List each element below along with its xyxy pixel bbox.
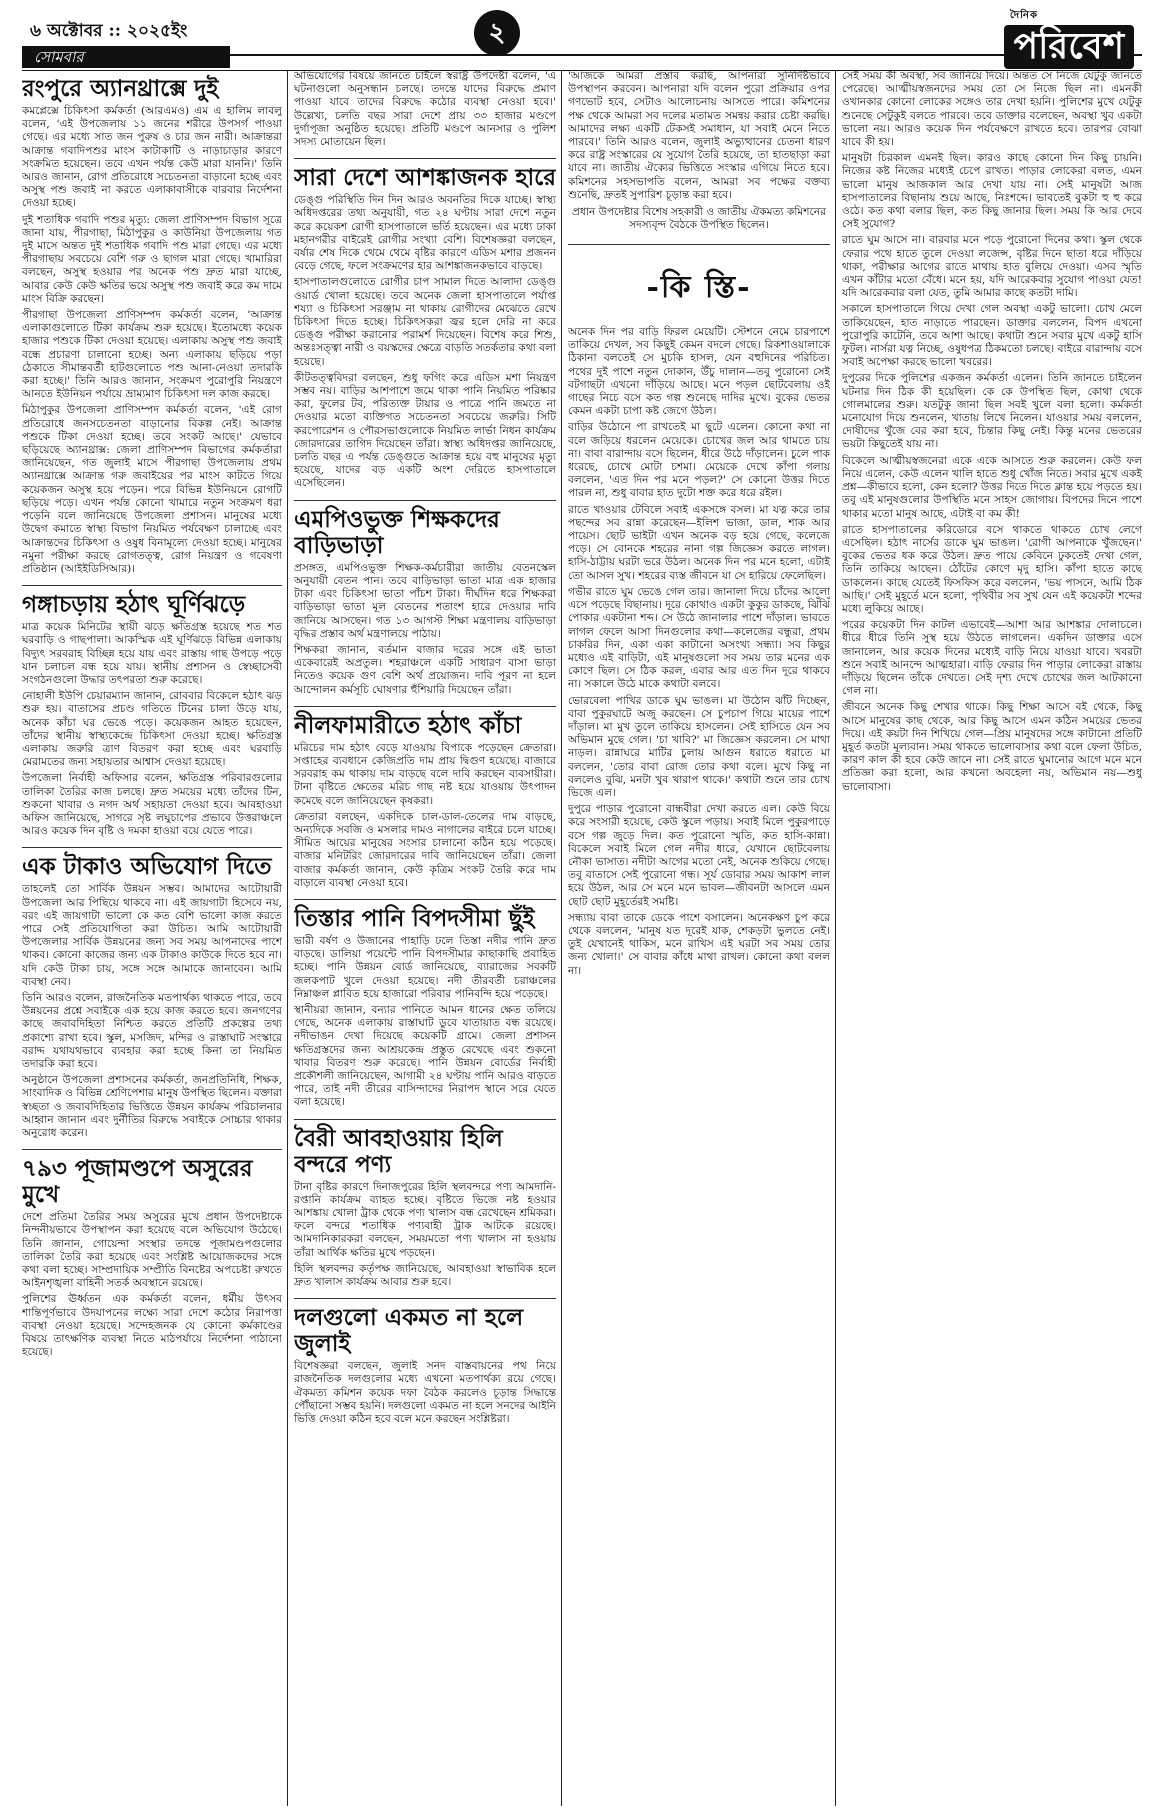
logo-prefix: দৈনিক xyxy=(1009,10,1038,21)
article-paragraph: 'আজকে আমরা প্রস্তাব করছি, আপনারা সুনির্দিষ্টভাবে উপস্থাপন করবেন। আপনারা যদি বলেন পুরো প্রক্রিয়ার ওপর গণভোট হবে, সেটাও আলোচনায় আসতে পারে। কমিশনের পক্ষ থেকে আমরা সব দলের মতামত সমন্বয় করার চেষ্টা করছি। আমাদের লক্ষ্য একটি টেকসই সমাধান, যা সবাই মেনে নিতে পারবে।' তিনি আরও বলেন, জুলাই অভ্যুত্থানের চেতনা ধারণ করে রাষ্ট্র সংস্কারের যে সুযোগ তৈরি হয়েছে, তা হাতছাড়া করা যাবে না। জাতীয় ঐক্যের ভিত্তিতে সংস্কার এগিয়ে নিতে হবে। কমিশনের সহসভাপতি বলেন, আমরা সব পক্ষের বক্তব্য শুনেছি, দ্রুতই সুপারিশ চূড়ান্ত করা হবে। xyxy=(568,70,830,201)
article-paragraph: অনুষ্ঠানে উপজেলা প্রশাসনের কর্মকর্তা, জনপ্রতিনিধি, শিক্ষক, সাংবাদিক ও বিভিন্ন শ্রেণিপেশার মানুষ উপস্থিত ছিলেন। বক্তারা স্বচ্ছতা ও জবাবদিহিতার ভিত্তিতে উন্নয়ন কার্যক্রম পরিচালনার আহ্বান জানান এবং দুর্নীতির বিরুদ্ধে সবাইকে সোচ্চার থাকার অনুরোধ করেন। xyxy=(22,1074,282,1140)
headline-puja-mandap: ৭৯৩ পূজামণ্ডপে অসুরের মুখে xyxy=(22,1155,253,1209)
article-paragraph: পুলিশের ঊর্ধ্বতন এক কর্মকর্তা বলেন, ধর্মীয় উৎসব শান্তিপূর্ণভাবে উদযাপনের লক্ষ্যে সারা দেশে কঠোর নিরাপত্তা ব্যবস্থা নেওয়া হয়েছে। সন্দেহজনক যে কোনো কর্মকাণ্ডের বিষয়ে তাৎক্ষণিক ব্যবস্থা নিতে মাঠপর্যায়ে নির্দেশনা পাঠানো হয়েছে। xyxy=(22,1293,282,1359)
story-paragraph: সেই সময় কী অবস্থা, সব জানিয়ে দিয়ে। অন্তত সে নিজে যেটুকু জানতে পেরেছে। আত্মীয়স্বজনদের সময় তো সে নিজে ছিল না। এমনকী ওখানকার কোনো লোকের সঙ্গেও তার দেখা হয়নি। পুলিশের মুখে যেটুকু শুনেছে সেটুকুই বলতে পারবে। তবে ডাক্তার বলেছেন, অবস্থা খুব একটা ভালো নয়। আরও কয়েক দিন পর্যবেক্ষণে রাখতে হবে। তারপর বোঝা যাবে কী হয়। xyxy=(842,70,1142,149)
article-paragraph: তিনি আরও বলেন, রাজনৈতিক মতপার্থক্য থাকতে পারে, তবে উন্নয়নের প্রশ্নে সবাইকে এক হয়ে কাজ করতে হবে। জনগণের কাছে জবাবদিহিতা নিশ্চিত করতে প্রতিটি প্রকল্পের তথ্য প্রকাশ্যে রাখা হবে। স্কুল, মসজিদ, মন্দির ও রাস্তাঘাট সংস্কারে বরাদ্দ যথাযথভাবে ব্যবহার করা হচ্ছে কিনা তা নিয়মিত তদারকি করা হবে। xyxy=(22,991,282,1070)
article-paragraph: কমপ্লেক্সে চিকিৎসা কর্মকর্তা (আরএমও) এম এ হালিম লাবলু বলেন, 'এই উপজেলায় ১১ জনের শরীরে উপসর্গ পাওয়া গেছে। এর মধ্যে সাত জন পুরুষ ও চার জন নারী। আক্রান্তরা আক্রান্ত গবাদিপশুর মাংস কাটাকাটি ও নাড়াচাড়ার কারণে সংক্রমিত হয়েছেন। তবে এখন পর্যন্ত কেউ মারা যাননি।' তিনি আরও জানান, রোগ প্রতিরোধে সচেতনতা বাড়ানো হচ্ছে এবং অসুস্থ পশু জবাই না করতে এলাকাবাসীকে বারবার নির্দেশনা দেওয়া হচ্ছে। xyxy=(22,105,282,210)
headline-no-bribe: এক টাকাও অভিযোগ দিতে xyxy=(22,853,272,881)
article-chili xyxy=(294,713,556,900)
newspaper-logo xyxy=(1004,8,1134,69)
story-paragraph: দুপুরে পাড়ার পুরোনো বান্ধবীরা দেখা করতে এল। কেউ বিয়ে করে সংসারী হয়েছে, কেউ স্কুলে পড়ায়। সবাই মিলে পুকুরপাড়ে বসে গল্প জুড়ে দিল। কত পুরোনো স্মৃতি, কত হাসি-কান্না। বিকেলে সবাই মিলে গেল নদীর ধারে, যেখানে ছোটবেলায় নৌকা ভাসাত। নদীটা আগের মতো নেই, অনেক শুকিয়ে গেছে। তবু বাতাসে সেই পুরোনো গন্ধ। সূর্য ডোবার সময় আকাশ লাল হয়ে উঠল, আর সে মনে মনে ভাবল—জীবনটা আসলে এমন ছোট ছোট মুহূর্তেরই সমষ্টি। xyxy=(568,803,830,908)
article-teachers xyxy=(294,507,556,707)
article-paragraph: ভারী বর্ষণ ও উজানের পাহাড়ি ঢলে তিস্তা নদীর পানি দ্রুত বাড়ছে। ডালিয়া পয়েন্টে পানি বিপদসীমার কাছাকাছি প্রবাহিত হচ্ছে। পানি উন্নয়ন বোর্ড জানিয়েছে, ব্যারাজের সবকটি জলকপাট খুলে দেওয়া হয়েছে। নদী তীরবর্তী চরাঞ্চলের নিম্নাঞ্চল প্লাবিত হয়ে হাজারো পরিবার পানিবন্দি হয়ে পড়েছে। xyxy=(294,934,556,1000)
article-columns xyxy=(22,70,1142,1806)
story-paragraph: রাতে হাসপাতালের করিডোরে বসে থাকতে থাকতে চোখ লেগে এসেছিল। হঠাৎ নার্সের ডাকে ঘুম ভাঙল। 'রোগী আপনাকে খুঁজছেন।' বুকের ভেতর ধক করে উঠল। দ্রুত পায়ে কেবিনে ঢুকতেই দেখা গেল, তিনি তাকিয়ে আছেন। ঠোঁটের কোণে মৃদু হাসি। কাঁপা হাতে কাছে ডাকলেন। কাছে যেতেই ফিসফিস করে বললেন, 'ভয় পাসনে, আমি ঠিক আছি।' সেই মুহূর্তে মনে হলো, পৃথিবীর সব সুখ যেন এই কয়েকটা শব্দের মধ্যে লুকিয়ে আছে। xyxy=(842,523,1142,615)
story-paragraph: গভীর রাতে ঘুম ভেঙে গেল তার। জানালা দিয়ে চাঁদের আলো এসে পড়েছে বিছানায়। দূরে কোথাও একটা কুকুর ডাকছে, ঝিঁঝিঁ পোকার একটানা শব্দ। সে উঠে জানালার পাশে দাঁড়াল। ভাবতে লাগল ফেলে আসা দিনগুলোর কথা—কলেজের বন্ধুরা, প্রথম চাকরির দিন, একা একা কাটানো অসংখ্য সন্ধ্যা। সব কিছুর মধ্যেও এই বাড়িটা, এই মানুষগুলো সব সময় তার মনের এক কোণে ছিল। সে ঠিক করল, এবার আর এত দিন দূরে থাকবে না। সকালে উঠে মাকে কথাটা বলবে। xyxy=(568,585,830,691)
column-2 xyxy=(294,70,556,1806)
article-july-charter xyxy=(294,1305,556,1426)
article-no-bribe xyxy=(22,854,282,1150)
headline-teachers: এমপিওভুক্ত শিক্ষকদের বাড়িভাড়া xyxy=(294,505,500,559)
weekday-banner: সোমবার xyxy=(22,46,230,68)
serial-story-continued xyxy=(842,70,1142,794)
logo-text: পরিবেশ xyxy=(1004,25,1134,69)
story-paragraph: দুপুরের দিকে পুলিশের একজন কর্মকর্তা এলেন। তিনি জানতে চাইলেন ঘটনার দিন ঠিক কী হয়েছিল। কে কে উপস্থিত ছিল, কোথা থেকে গোলমালের শুরু। যতটুকু জানা ছিল সবই খুলে বলা হলো। কর্মকর্তা মনোযোগ দিয়ে শুনলেন, খাতায় লিখে নিলেন। যাওয়ার সময় বললেন, দোষীদের খুঁজে বের করা হবে, চিন্তার কিছু নেই। কিন্তু মনের ভেতরের ভয়টা কিছুতেই যায় না। xyxy=(842,372,1142,451)
story-paragraph: সকালে হাসপাতালে গিয়ে দেখা গেল অবস্থা একটু ভালো। চোখ মেলে তাকিয়েছেন, হাত নাড়াতে পারছেন। ডাক্তার বললেন, বিপদ এখনো পুরোপুরি কাটেনি, তবে আশা আছে। কথাটা শুনে সবার মুখে একটু হাসি ফুটল। নার্সরা যত্ন নিচ্ছে, ওষুধপত্র ঠিকমতো চলছে। বাইরে বারান্দায় বসে সবাই অপেক্ষা করছে ভালো খবরের। xyxy=(842,303,1142,369)
page-number-badge: ২ xyxy=(474,10,520,56)
article-byline: প্রধান উপদেষ্টার বিশেষ সহকারী ও জাতীয় ঐকমত্য কমিশনের সদস্যবৃন্দ বৈঠকে উপস্থিত ছিলেন। xyxy=(572,206,826,232)
story-paragraph: জীবনে অনেক কিছু শেখার থাকে। কিছু শিক্ষা আসে বই থেকে, কিছু আসে মানুষের কাছ থেকে, আর কিছু আসে এমন কঠিন সময়ের ভেতর দিয়ে। এই কয়টা দিন শিখিয়ে গেল—প্রিয় মানুষদের সঙ্গে কাটানো প্রতিটি মুহূর্ত কতটা মূল্যবান। সময় থাকতে ভালোবাসার কথা বলে ফেলা উচিত, কারণ কাল কী হবে কেউ জানে না। সেই রাতে ঘুমানোর আগে মনে মনে প্রতিজ্ঞা করা হলো, আর কখনো অবহেলা নয়, অভিমান নয়—শুধু ভালোবাসা। xyxy=(842,701,1142,793)
article-paragraph: মরিচের দাম হঠাৎ বেড়ে যাওয়ায় বিপাকে পড়েছেন ক্রেতারা। সপ্তাহের ব্যবধানে কেজিপ্রতি দাম প্রায় দ্বিগুণ হয়েছে। বাজারে সরবরাহ কম থাকায় দাম বাড়ছে বলে দাবি করছেন ব্যবসায়ীরা। টানা বৃষ্টিতে ক্ষেতের মরিচ গাছ নষ্ট হয়ে যাওয়ায় উৎপাদন কমেছে বলে জানিয়েছেন কৃষকরা। xyxy=(294,741,556,807)
column-divider xyxy=(561,70,562,1806)
article-paragraph: ক্রেতারা বলছেন, একদিকে চাল-ডাল-তেলের দাম বাড়ছে, অন্যদিকে সবজি ও মসলার দামও নাগালের বাইরে চলে যাচ্ছে। সীমিত আয়ের মানুষের সংসার চালানো কঠিন হয়ে পড়েছে। বাজার মনিটরিং জোরদারের দাবি জানিয়েছেন তাঁরা। জেলা বাজার কর্মকর্তা জানান, কেউ কৃত্রিম সংকট তৈরি করে দাম বাড়ালে ব্যবস্থা নেওয়া হবে। xyxy=(294,810,556,889)
story-paragraph: অনেক দিন পর বাড়ি ফিরল মেয়েটি। স্টেশনে নেমে চারপাশে তাকিয়ে দেখল, সব কিছুই কেমন বদলে গেছে। রিকশাওয়ালাকে ঠিকানা বলতেই সে মুচকি হাসল, যেন বহুদিনের পরিচিত। পথের দুই পাশে নতুন দোকান, উঁচু দালান—তবু পুরোনো সেই বটগাছটা এখনো দাঁড়িয়ে আছে। মনে পড়ল ছোটবেলায় ওই গাছের নিচে বসে কত গল্প শুনেছে দাদির মুখে। বুকের ভেতর কেমন একটা চাপা কষ্ট জেগে উঠল। xyxy=(568,326,830,418)
article-puja-mandap xyxy=(22,1156,282,1359)
headline-july-charter: দলগুলো একমত না হলে জুলাই xyxy=(294,1304,524,1358)
article-paragraph: শিক্ষকরা জানান, বর্তমান বাজার দরের সঙ্গে এই ভাতা একেবারেই অপ্রতুল। শহরাঞ্চলে একটি সাধারণ বাসা ভাড়া নিতেও কয়েক গুণ বেশি অর্থ প্রয়োজন। দাবি পূরণ না হলে আন্দোলন কর্মসূচি ঘোষণার হুঁশিয়ারি দিয়েছেন তাঁরা। xyxy=(294,643,556,696)
issue-date: ৬ অক্টোবর :: ২০২৫ইং xyxy=(30,21,188,41)
headline-teesta: তিস্তার পানি বিপদসীমা ছুঁই xyxy=(294,904,535,932)
article-teesta xyxy=(294,906,556,1120)
article-paragraph: অভিযোগের বিষয়ে জানতে চাইলে স্বরাষ্ট্র উপদেষ্টা বলেন, 'এ ঘটনাগুলো অনুসন্ধান চলছে। তদন্তে যাদের বিরুদ্ধে প্রমাণ পাওয়া যাবে তাদের বিরুদ্ধে কঠোর ব্যবস্থা নেওয়া হবে।' উল্লেখ্য, চলতি বছর সারা দেশে প্রায় ৩৩ হাজার মণ্ডপে দুর্গাপূজা অনুষ্ঠিত হয়েছে। প্রতিটি মণ্ডপে আনসার ও পুলিশ সদস্য মোতায়েন ছিল। xyxy=(294,70,556,149)
article-paragraph: টানা বৃষ্টির কারণে দিনাজপুরের হিলি স্থলবন্দরে পণ্য আমদানি-রপ্তানি কার্যক্রম ব্যাহত হচ্ছে। বৃষ্টিতে ভিজে নষ্ট হওয়ার আশঙ্কায় খোলা ট্রাক থেকে পণ্য খালাস বন্ধ রেখেছেন শ্রমিকরা। ফলে বন্দরে শতাধিক পণ্যবাহী ট্রাক আটকে রয়েছে। আমদানিকারকরা বলছেন, সময়মতো পণ্য খালাস না হওয়ায় তাঁরা আর্থিক ক্ষতির মুখে পড়ছেন। xyxy=(294,1180,556,1259)
column-divider xyxy=(835,70,836,1806)
article-paragraph: কীটতত্ত্ববিদরা বলছেন, শুধু ফগিং করে এডিস মশা নিয়ন্ত্রণ সম্ভব নয়। বাড়ির আশপাশে জমে থাকা পানি নিয়মিত পরিষ্কার করা, ফুলের টব, পরিত্যক্ত টায়ার ও পাত্রে পানি জমতে না দেওয়ার মতো ব্যক্তিগত সচেতনতা সবচেয়ে জরুরি। সিটি করপোরেশন ও পৌরসভাগুলোকে নিয়মিত লার্ভা নিধন কার্যক্রম জোরদারের তাগিদ দিয়েছেন তাঁরা। স্বাস্থ্য অধিদপ্তর জানিয়েছে, চলতি বছর এ পর্যন্ত ডেঙ্গুতে আক্রান্ত হয়ে বহু মানুষের মৃত্যু হয়েছে, যাদের বড় একটি অংশ দেরিতে হাসপাতালে এসেছিলেন। xyxy=(294,371,556,490)
headline-dengue: সারা দেশে আশঙ্কাজনক হারে xyxy=(294,164,556,192)
story-paragraph: ভোরবেলা পাখির ডাকে ঘুম ভাঙল। মা উঠোন ঝাঁট দিচ্ছেন, বাবা পুকুরঘাটে অজু করছেন। সে চুপচাপ গিয়ে মায়ের পাশে দাঁড়াল। মা মুখ তুলে তাকিয়ে হাসলেন। সেই হাসিতে যেন সব অভিমান মুছে গেল। 'চা খাবি?' মা জিজ্ঞেস করলেন। সে মাথা নাড়ল। রান্নাঘরে মাটির চুলায় আগুন ধরাতে ধরাতে মা বললেন, 'তোর বাবা রোজ তোর কথা বলে। মুখে কিছু না বললেও বুঝি, মনটা খুব খারাপ থাকে।' কথাটা শুনে তার চোখ ভিজে এল। xyxy=(568,694,830,799)
article-paragraph: বিশেষজ্ঞরা বলছেন, জুলাই সনদ বাস্তবায়নের পথ নিয়ে রাজনৈতিক দলগুলোর মধ্যে এখনো মতপার্থক্য রয়ে গেছে। ঐকমত্য কমিশন কয়েক দফা বৈঠক করলেও চূড়ান্ত সিদ্ধান্তে পৌঁছানো সম্ভব হয়নি। দলগুলো একমত না হলে সনদের আইনি ভিত্তি দেওয়া কঠিন হবে বলে মনে করছেন সংশ্লিষ্টরা। xyxy=(294,1360,556,1426)
article-paragraph: মাত্র কয়েক মিনিটের স্থায়ী ঝড়ে ক্ষতিগ্রস্ত হয়েছে শত শত ঘরবাড়ি ও গাছপালা। আকস্মিক এই ঘূর্ণিঝড়ে বিভিন্ন এলাকায় বিদ্যুৎ সরবরাহ বিচ্ছিন্ন হয়ে যায় এবং রাস্তায় গাছ উপড়ে পড়ে যান চলাচল বন্ধ হয়ে যায়। স্থানীয় প্রশাসন ও স্বেচ্ছাসেবী সংগঠনগুলো উদ্ধার তৎপরতা শুরু করেছে। xyxy=(22,621,282,686)
article-dengue xyxy=(294,165,556,500)
article-hili-port xyxy=(294,1126,556,1300)
article-paragraph: হিলি স্থলবন্দর কর্তৃপক্ষ জানিয়েছে, আবহাওয়া স্বাভাবিক হলে দ্রুত খালাস কার্যক্রম আবার শুরু হবে। xyxy=(294,1262,556,1289)
masthead xyxy=(22,8,1142,71)
column-divider xyxy=(287,70,288,1806)
article-paragraph: স্থানীয়রা জানান, বন্যার পানিতে আমন ধানের ক্ষেত তলিয়ে গেছে, অনেক এলাকায় রাস্তাঘাট ডুবে যাতায়াত বন্ধ রয়েছে। নদীভাঙন দেখা দিয়েছে কয়েকটি গ্রামে। জেলা প্রশাসন ক্ষতিগ্রস্তদের জন্য আশ্রয়কেন্দ্র প্রস্তুত রেখেছে এবং শুকনো খাবার বিতরণ শুরু করেছে। পানি উন্নয়ন বোর্ডের নির্বাহী প্রকৌশলী জানিয়েছেন, আগামী ২৪ ঘণ্টায় পানি আরও বাড়তে পারে, তাই নদী তীরের বাসিন্দাদের নিরাপদ স্থানে সরে যেতে বলা হয়েছে। xyxy=(294,1003,556,1109)
story-paragraph: মানুষটা চিরকাল এমনই ছিল। কারও কাছে কোনো দিন কিছু চায়নি। নিজের কষ্ট নিজের মধ্যেই চেপে রাখত। পাড়ার লোকেরা বলত, এমন ভালো মানুষ আজকাল আর দেখা যায় না। সেই মানুষটা আজ হাসপাতালের বিছানায় শুয়ে আছে, নিঃশব্দে। ভাবতেই বুকটা হু হু করে ওঠে। কত কথা বলার ছিল, কত কিছু জানার ছিল। সময় কি আর দেবে সেই সুযোগ? xyxy=(842,152,1142,231)
article-consensus-continuation xyxy=(568,70,830,245)
article-paragraph: দেশে প্রতিমা তৈরির সময় অসুরের মুখে প্রধান উপদেষ্টাকে নিন্দনীয়ভাবে উপস্থাপন করা হয়েছে বলে অভিযোগ উঠেছে। তিনি জানান, গোয়েন্দা সংস্থার তদন্তে পূজামণ্ডপগুলোর তালিকা তৈরি করা হয়েছে এবং সংশ্লিষ্ট আয়োজকদের সঙ্গে কথা বলা হচ্ছে। সাম্প্রদায়িক সম্প্রীতি বিনষ্টের অপচেষ্টা রুখতে আইনশৃঙ্খলা বাহিনী সতর্ক অবস্থানে রয়েছে। xyxy=(22,1211,282,1290)
article-paragraph: প্রসঙ্গত, এমপিওভুক্ত শিক্ষক-কর্মচারীরা জাতীয় বেতনস্কেল অনুযায়ী বেতন পান। তবে বাড়িভাড়া ভাতা মাত্র এক হাজার টাকা এবং চিকিৎসা ভাতা পাঁচশ টাকা। দীর্ঘদিন ধরে শিক্ষকরা বাড়িভাড়া ভাতা মূল বেতনের শতাংশ হারে দেওয়ার দাবি জানিয়ে আসছেন। গত ১৩ আগস্ট শিক্ষা মন্ত্রণালয় বাড়িভাড়া বৃদ্ধির প্রস্তাব অর্থ মন্ত্রণালয়ে পাঠায়। xyxy=(294,561,556,640)
article-paragraph: ডেঙ্গু পরিস্থিতি দিন দিন আরও অবনতির দিকে যাচ্ছে। স্বাস্থ্য অধিদপ্তরের তথ্য অনুযায়ী, গত ২৪ ঘণ্টায় সারা দেশে নতুন করে কয়েকশ রোগী হাসপাতালে ভর্তি হয়েছেন। এর মধ্যে ঢাকা মহানগরীর বাইরেই রোগীর সংখ্যা বেশি। বিশেষজ্ঞরা বলছেন, বর্ষার শেষ দিকে থেমে থেমে বৃষ্টির কারণে এডিস মশার প্রজনন বেড়ে গেছে, ফলে সংক্রমণের হার আশঙ্কাজনকভাবে বাড়ছে। xyxy=(294,194,556,273)
column-3 xyxy=(568,70,830,1806)
story-paragraph: সন্ধ্যায় বাবা তাকে ডেকে পাশে বসালেন। অনেকক্ষণ চুপ করে থেকে বললেন, 'মানুষ যত দূরেই যাক, শেকড়টা ভুলতে নেই। তুই যেখানেই থাকিস, মনে রাখিস এই ঘরটা সব সময় তোর জন্য খোলা।' সে বাবার কাঁধে মাথা রাখল। কোনো কথা বলল না। xyxy=(568,911,830,977)
article-paragraph: মিঠাপুকুর উপজেলা প্রাণিসম্পদ কর্মকর্তা বলেন, 'এই রোগ প্রতিরোধে জনসচেতনতা বাড়ানোর বিকল্প নেই। আক্রান্ত পশুকে টিকা দেওয়া হচ্ছে। তবে সংকট আছে।' যেভাবে ছড়িয়েছে অ্যানথ্রাক্স: জেলা প্রাণিসম্পদ বিভাগের কর্মকর্তারা জানিয়েছেন, গত জুলাই মাসে পীরগাছা উপজেলায় প্রথম অ্যানথ্রাক্সে আক্রান্ত গরু জবাইয়ের পর মাংস কাটতে গিয়ে কয়েকজন অসুস্থ হয়ে পড়েন। পরে বিভিন্ন ইউনিয়নে রোগটি ছড়িয়ে পড়ে। এখন পর্যন্ত কোনো খামারে নতুন সংক্রমণ ধরা পড়েনি বলে জানিয়েছে উপজেলা প্রশাসন। মানুষের মধ্যে উদ্বেগ কমাতে স্বাস্থ্য বিভাগ নিয়মিত পর্যবেক্ষণ চালাচ্ছে এবং আক্রান্তদের চিকিৎসা ও ওষুধ বিনামূল্যে দেওয়া হচ্ছে। মানুষের নমুনা পরীক্ষা করছে রোগতত্ত্ব, রোগ নিয়ন্ত্রণ ও গবেষণা প্রতিষ্ঠান (আইইডিসিআর)। xyxy=(22,404,282,575)
serial-story-text xyxy=(568,326,830,978)
column-4 xyxy=(842,70,1142,1806)
article-paragraph: তাহলেই তো সার্বিক উন্নয়ন সম্ভব। আমাদের আটোয়ারী উপজেলা আর পিছিয়ে থাকবে না। এই জায়গাটা হিসেবে নয়, বরং এই জায়গাটা ভালো কে কত বেশি ভালো কাজ করতে পারে সেই প্রতিযোগিতা করা উচিত। আমি আটোয়ারী উপজেলার সার্বিক উন্নয়নের জন্য সব সময় আপনাদের পাশে থাকব। কোনো কাজের জন্য এক টাকাও কাউকে দিতে হবে না। যদি কেউ টাকা চায়, সঙ্গে সঙ্গে আমাকে জানাবেন। আমি ব্যবস্থা নেব। xyxy=(22,883,282,988)
headline-cyclone: গঙ্গাচড়ায় হঠাৎ ঘূর্ণিঝড়ে xyxy=(22,591,246,619)
story-paragraph: পরের কয়েকটা দিন কাটল এভাবেই—আশা আর আশঙ্কার দোলাচলে। ধীরে ধীরে তিনি সুস্থ হয়ে উঠতে লাগলেন। একদিন ডাক্তার এসে জানালেন, আর কয়েক দিনের মধ্যেই বাড়ি নিয়ে যাওয়া যাবে। খবরটা শুনে সবাই আনন্দে আত্মহারা। বাড়ি ফেরার দিন পাড়ার লোকেরা রাস্তায় দাঁড়িয়ে ছিলেন তাঁকে দেখতে। সেই দৃশ্য দেখে চোখের জল আটকানো গেল না। xyxy=(842,619,1142,698)
article-paragraph: উপজেলা নির্বাহী অফিসার বলেন, ক্ষতিগ্রস্ত পরিবারগুলোর তালিকা তৈরির কাজ চলছে। দ্রুত সময়ের মধ্যে তাঁদের টিন, শুকনো খাবার ও নগদ অর্থ সহায়তা দেওয়া হবে। আবহাওয়া অফিস জানিয়েছে, সাগরে সৃষ্ট লঘুচাপের প্রভাবে উত্তরাঞ্চলে আরও কয়েক দিন বৃষ্টি ও দমকা হাওয়া বয়ে যেতে পারে। xyxy=(22,772,282,838)
headline-chili: নীলফামারীতে হঠাৎ কাঁচা xyxy=(294,711,522,739)
story-paragraph: বিকেলে আত্মীয়স্বজনেরা একে একে আসতে শুরু করলেন। কেউ ফল নিয়ে এলেন, কেউ এলেন খালি হাতে শুধু খোঁজ নিতে। সবার মুখে একই প্রশ্ন—কীভাবে হলো, কেন হলো? উত্তর দিতে দিতে ক্লান্ত হয়ে পড়তে হয়। তবু এই মানুষগুলোর উপস্থিতি মনে সাহস জোগায়। বিপদের দিনে পাশে থাকার মতো মানুষ আছে, এটাই বা কম কী! xyxy=(842,454,1142,520)
story-paragraph: বাড়ির উঠোনে পা রাখতেই মা ছুটে এলেন। কোনো কথা না বলে জড়িয়ে ধরলেন মেয়েকে। চোখের জল আর থামতে চায় না। বাবা বারান্দায় বসে ছিলেন, ধীরে উঠে দাঁড়ালেন। চুলে পাক ধরেছে, চোখে মোটা চশমা। মেয়েকে দেখে কাঁপা গলায় বললেন, 'এত দিন পর মনে পড়ল?' সে কোনো উত্তর দিতে পারল না, শুধু বাবার হাত দুটো শক্ত করে ধরে রইল। xyxy=(568,421,830,500)
serial-story-label: -কি স্তি- xyxy=(646,270,752,306)
article-continuation xyxy=(294,70,556,159)
article-paragraph: পীরগাছা উপজেলা প্রাণিসম্পদ কর্মকর্তা বলেন, 'আক্রান্ত এলাকাগুলোতে টিকা কার্যক্রম শুরু হয়েছে। ইতোমধ্যে কয়েক হাজার পশুকে টিকা দেওয়া হয়েছে। এলাকায় অসুস্থ পশু জবাই বন্ধে প্রচারণা চালানো হচ্ছে। অন্য এলাকায় ছড়িয়ে পড়া ঠেকাতে সীমান্তবর্তী হাটগুলোতে পশু আনা-নেওয়া তদারকি করা হচ্ছে।' তিনি আরও জানান, সংক্রমণ পুরোপুরি নিয়ন্ত্রণে আনতে ইউনিয়ন পর্যায়ে ভ্রাম্যমাণ চিকিৎসা দল কাজ করছে। xyxy=(22,309,282,401)
story-paragraph: রাতে খাওয়ার টেবিলে সবাই একসঙ্গে বসল। মা যত্ন করে তার পছন্দের সব রান্না করেছেন—ইলিশ ভাজা, ডাল, শাক আর পায়েস। ছোট ভাইটা এখন অনেক বড় হয়ে গেছে, কলেজে পড়ে। সে বোনকে শহরের নানা গল্প জিজ্ঞেস করতে লাগল। হাসি-ঠাট্টায় ঘরটা ভরে উঠল। অনেক দিন পর মনে হলো, এটাই তো আসল সুখ। শহরের ব্যস্ত জীবনে যা সে হারিয়ে ফেলেছিল। xyxy=(568,503,830,582)
headline-hili-port: বৈরী আবহাওয়ায় হিলি বন্দরে পণ্য xyxy=(294,1124,503,1178)
headline-anthrax: রংপুরে অ্যানথ্রাক্সে দুই xyxy=(22,75,219,102)
column-1 xyxy=(22,70,282,1806)
article-cyclone xyxy=(22,592,282,848)
story-paragraph: রাতে ঘুম আসে না। বারবার মনে পড়ে পুরোনো দিনের কথা। স্কুল থেকে ফেরার পথে হাতে তুলে দেওয়া লজেন্স, বৃষ্টির দিনে ছাতা ধরে দাঁড়িয়ে থাকা, পরীক্ষার আগের রাতে মাথায় হাত বুলিয়ে দেওয়া। এসব স্মৃতি এখন কাঁটার মতো বেঁধে। মনে হয়, যদি আরেকবার সুযোগ পাওয়া যেত! যদি আরেকবার বলা যেত, তুমি আমার কাছে কতটা দামি। xyxy=(842,234,1142,300)
article-paragraph: দুই শতাধিক গবাদি পশুর মৃত্যু: জেলা প্রাণিসম্পদ বিভাগ সূত্রে জানা যায়, পীরগাছা, মিঠাপুকুর ও কাউনিয়া উপজেলায় গত দুই মাসে অন্তত দুই শতাধিক গবাদি পশু মারা গেছে। এর মধ্যে পীরগাছায় সবচেয়ে বেশি গরু ও ছাগল মারা গেছে। খামারিরা বলছেন, অসুস্থ হওয়ার পর অনেক পশু দ্রুত মারা যাচ্ছে, আবার কেউ কেউ ক্ষতির ভয়ে অসুস্থ পশু জবাই করে কম দামে মাংস বিক্রি করছেন। xyxy=(22,213,282,305)
article-paragraph: নোহালী ইউপি চেয়ারম্যান জানান, রোববার বিকেলে হঠাৎ ঝড় শুরু হয়। বাতাসের প্রচণ্ড গতিতে টিনের চালা উড়ে যায়, অনেক কাঁচা ঘর ভেঙে পড়ে। কয়েকজন আহত হয়েছেন, তাঁদের স্থানীয় স্বাস্থ্যকেন্দ্রে চিকিৎসা দেওয়া হচ্ছে। ক্ষতিগ্রস্ত এলাকায় জরুরি ত্রাণ বিতরণ করা হচ্ছে এবং ঘরবাড়ি মেরামতের জন্য সহায়তার আশ্বাস দেওয়া হয়েছে। xyxy=(22,690,282,769)
article-anthrax xyxy=(22,76,282,586)
article-paragraph: হাসপাতালগুলোতে রোগীর চাপ সামাল দিতে আলাদা ডেঙ্গু ওয়ার্ড খোলা হয়েছে। তবে অনেক জেলা হাসপাতালে পর্যাপ্ত শয্যা ও চিকিৎসা সরঞ্জাম না থাকায় রোগীদের মেঝেতে রেখে চিকিৎসা দিতে হচ্ছে। চিকিৎসকরা জ্বর হলে দেরি না করে ডেঙ্গু পরীক্ষা করানোর পরামর্শ দিয়েছেন। বিশেষ করে শিশু, অন্তঃসত্ত্বা নারী ও বয়স্কদের ক্ষেত্রে বাড়তি সতর্কতার কথা বলা হয়েছে। xyxy=(294,276,556,368)
